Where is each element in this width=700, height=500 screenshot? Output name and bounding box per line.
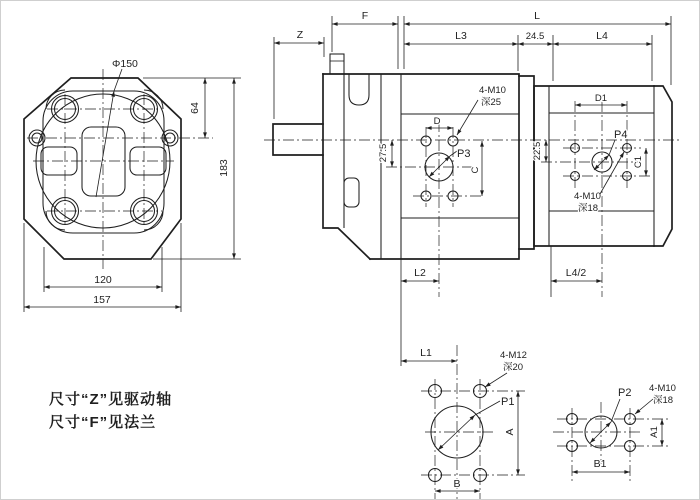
dim-label: L1	[420, 347, 432, 359]
dim-label: 22.5	[532, 141, 543, 161]
drive-shaft	[273, 124, 323, 155]
dim-A1	[649, 419, 662, 446]
dim-L4-2	[551, 246, 602, 297]
note-line-2: 尺寸“F”见法兰	[49, 414, 157, 431]
p4-label: P4	[614, 129, 628, 141]
dim-B	[435, 478, 480, 491]
dim-120	[44, 247, 162, 292]
dim-label: L4/2	[565, 267, 587, 279]
mounting-flange	[323, 54, 370, 259]
dim-label: 27.5	[378, 143, 389, 163]
p4-port	[532, 93, 653, 297]
dim-label: Z	[296, 29, 304, 41]
p3-port	[378, 85, 506, 297]
dim-label: L	[534, 10, 540, 22]
dim-label: B	[453, 478, 461, 490]
p3-thread-depth-label: 深25	[481, 97, 502, 108]
dim-27-5	[378, 140, 392, 167]
dim-label: D1	[594, 93, 608, 104]
spacer-block	[519, 76, 534, 249]
gear-housing-outline	[43, 91, 164, 233]
p4-thread-depth-label: 深18	[578, 203, 599, 214]
dim-C	[470, 141, 482, 196]
dim-label: B1	[593, 458, 607, 470]
p1-port-view	[421, 345, 527, 500]
stage2-housing	[534, 86, 672, 246]
dim-B1	[572, 458, 630, 472]
dim-label: L3	[455, 30, 467, 42]
p3-thread-label: 4-M10	[479, 85, 506, 96]
dim-label: A	[504, 428, 516, 436]
dim-22-5	[532, 140, 546, 162]
dim-label: 157	[93, 294, 111, 306]
dim-label: D	[433, 116, 441, 127]
dim-label: 64	[189, 102, 201, 114]
p2-port-view	[553, 383, 676, 483]
dim-label: A1	[649, 426, 660, 438]
p2-thread-depth-label: 深18	[653, 395, 674, 406]
dim-F	[332, 10, 398, 69]
side-view	[264, 10, 682, 366]
flange-bolt-holes	[46, 90, 163, 230]
p1-thread-label: 4-M12	[500, 350, 527, 361]
dim-24-5	[518, 31, 553, 81]
dim-C1	[633, 148, 646, 176]
dim-label: F	[361, 10, 369, 22]
center-pad	[82, 127, 125, 196]
front-view-centerlines	[27, 69, 213, 269]
front-view	[24, 58, 241, 312]
dim-label: Φ150	[112, 58, 138, 70]
dim-L1	[401, 347, 457, 361]
dim-D	[426, 116, 453, 128]
dim-label: 183	[218, 159, 230, 177]
p3-label: P3	[457, 148, 471, 160]
notes-block	[49, 390, 172, 431]
end-cap	[654, 86, 672, 246]
dim-D1	[575, 93, 627, 105]
dim-label: L4	[596, 30, 608, 42]
p1-label: P1	[501, 396, 515, 408]
dim-label: C	[470, 166, 481, 174]
drawing-canvas	[1, 1, 700, 500]
p1-thread-depth-label: 深20	[503, 362, 524, 373]
dim-label: L2	[414, 267, 426, 279]
dim-Z	[274, 29, 324, 119]
dim-L4	[553, 30, 652, 81]
dim-157	[24, 223, 181, 312]
p2-thread-label: 4-M10	[649, 383, 676, 394]
note-line-1: 尺寸“Z”见驱动轴	[49, 391, 173, 408]
dim-label: 120	[94, 274, 112, 286]
p4-thread-label: 4-M10	[574, 191, 601, 202]
p2-label: P2	[618, 387, 632, 399]
dim-label: C1	[633, 155, 644, 169]
dim-L3	[404, 30, 518, 71]
dim-label: 24.5	[525, 31, 545, 42]
